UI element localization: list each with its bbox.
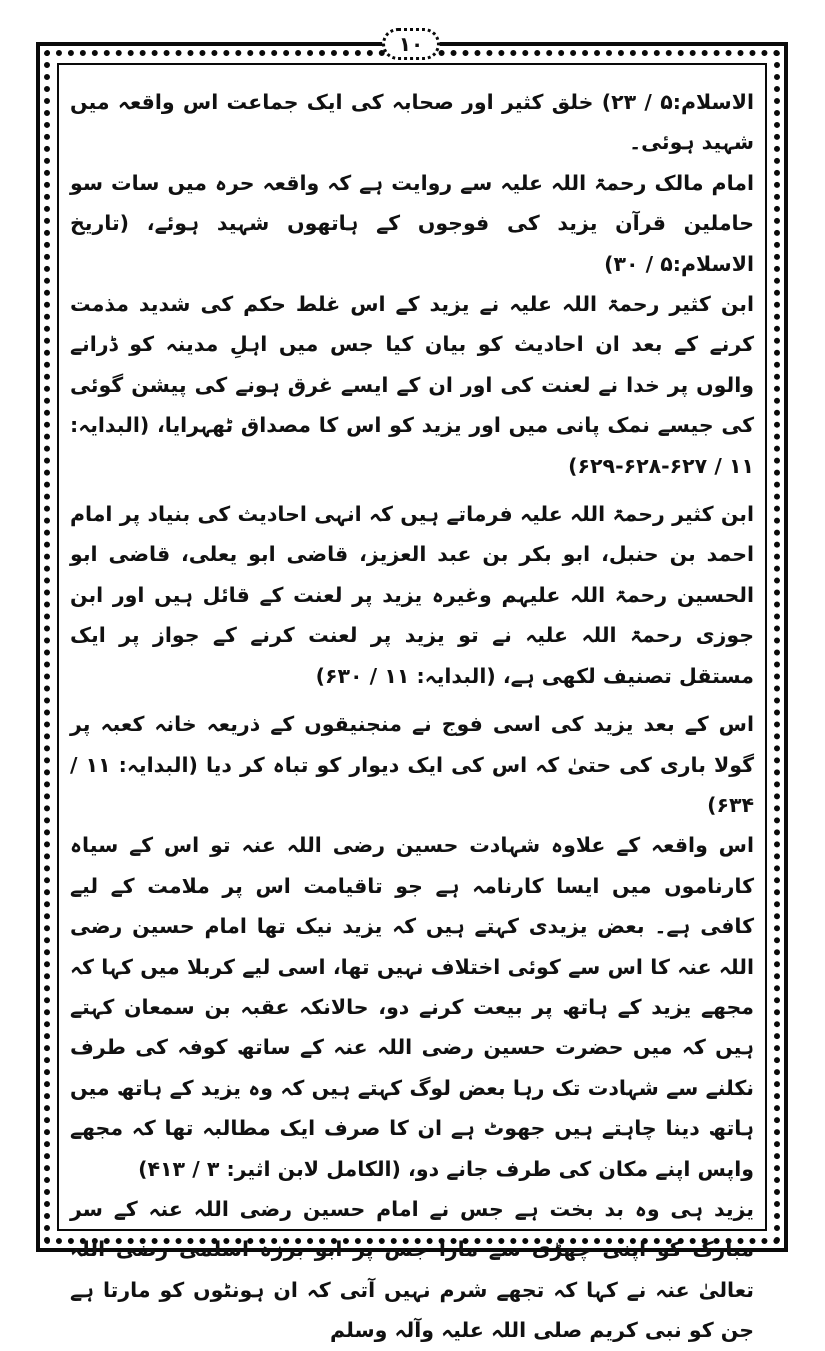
paragraph-2: امام مالک رحمۃ اللہ علیہ سے روایت ہے کہ واقعہ حرہ میں سات سو حاملین قرآن یزید کی فوجوں کے ہاتھوں شہید ہوئے، (تاریخ الاسلام:۵ / ۳۰) xyxy=(70,170,754,276)
paragraph-5: اس کے بعد یزید کی اسی فوج نے منجنیقوں کے ذریعہ خانہ کعبہ پر گولا باری کی حتیٰ کہ اس کی ایک دیوار کو تباہ کر دیا (البدایہ: ۱۱ / ۶۳۴) xyxy=(70,712,755,817)
paragraph-6: اس واقعہ کے علاوہ شہادت حسین رضی اللہ عنہ تو اس کے سیاہ کارناموں میں ایسا کارنامہ ہے جو تاقیامت اس پر ملامت کے لیے کافی ہے۔ بعض یزیدی کہتے ہیں کہ یزید نیک تھا امام حسین رضی اللہ عنہ کا اس سے کوئی اختلاف نہیں تھا، اسی لیے کربلا میں کہا کہ مجھے یزید کے ہاتھ پر بیعت کرنے دو، حالانکہ عقبہ بن سمعان کہتے ہیں کہ میں حضرت حسین رضی اللہ عنہ کے ساتھ کوفہ کی طرف نکلنے سے شہادت تک رہا بعض لوگ کہتے ہیں کہ وہ یزید کے ہاتھ میں ہاتھ دینا چاہتے ہیں جھوٹ ہے ان کا صرف ایک مطالبہ تھا کہ مجھے واپس اپنے مکان کی طرف جانے دو، (الکامل لابن اثیر: ۳ / ۴۱۳) xyxy=(70,833,754,1181)
paragraph-7: یزید ہی وہ بد بخت ہے جس نے امام حسین رضی اللہ عنہ کے سر مبارک کو اپنی چھڑی سے مارا جس پر ابو برزہ اسلمی رضی اللہ تعالیٰ عنہ نے کہا کہ تجھے شرم نہیں آتی کہ ان ہونٹوں کو مارتا ہے جن کو نبی کریم صلی اللہ علیہ وآلہ وسلم xyxy=(70,1196,754,1343)
paragraph-1: الاسلام:۵ / ۲۳) خلق کثیر اور صحابہ کی ایک جماعت اس واقعہ میں شہید ہوئی۔ xyxy=(70,90,754,155)
paragraph-3: ابن کثیر رحمۃ اللہ علیہ نے یزید کے اس غلط حکم کی شدید مذمت کرنے کے بعد ان احادیث کو بیان کیا جس میں اہلِ مدینہ کو ڈرانے والوں پر خدا نے لعنت کی اور ان کے ایسے غرق ہونے کی پیشن گوئی کی جیسے نمک پانی میں اور یزید کو اس کا مصداق ٹھہرایا، (البدایہ: ۱۱ / ۶۲۷-۶۲۸-۶۲۹) xyxy=(70,292,754,478)
page-number: ۱۰ xyxy=(382,28,440,60)
paragraph-4: ابن کثیر رحمۃ اللہ علیہ فرماتے ہیں کہ انہی احادیث کی بنیاد پر امام احمد بن حنبل، ابو بکر بن عبد العزیز، قاضی ابو یعلی، قاضی ابو الحسین رحمۃ اللہ علیہم وغیرہ یزید پر لعنت کے قائل ہیں اور ابن جوزی رحمۃ اللہ علیہ نے تو یزید پر لعنت کرنے کے جواز پر ایک مستقل تصنیف لکھی ہے، (البدایہ: ۱۱ / ۶۳۰) xyxy=(70,502,754,688)
page-body xyxy=(70,82,754,1351)
